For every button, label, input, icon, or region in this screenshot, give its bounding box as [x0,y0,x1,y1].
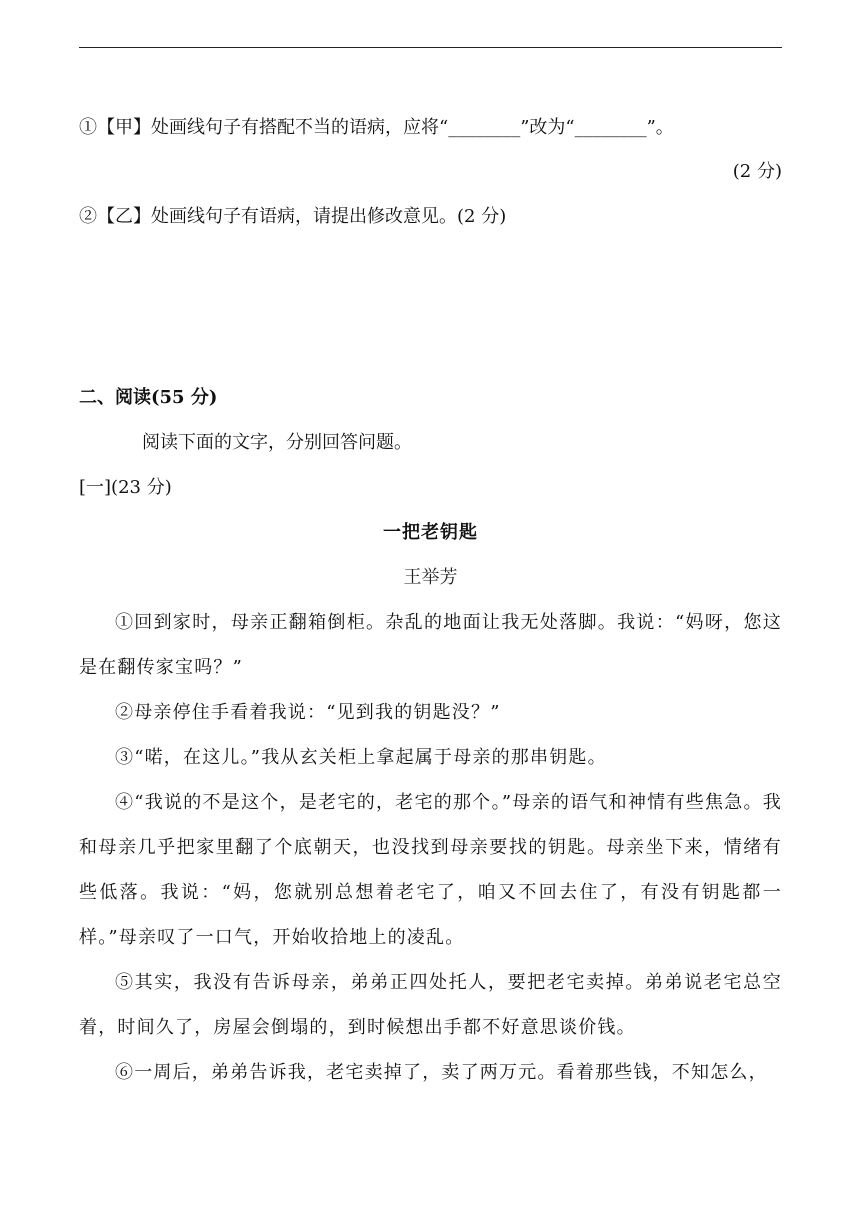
question-1: ①【甲】处画线句子有搭配不当的语病，应将“________”改为“________”。 [79,117,674,138]
question-2: ②【乙】处画线句子有语病，请提出修改意见。(2 分) [79,206,507,227]
article-paragraph-1: ①回到家时，母亲正翻箱倒柜。杂乱的地面让我无处落脚。我说：“妈呀，您这是在翻传家宝吗？” [79,612,782,678]
question-1-score: (2 分) [732,161,782,182]
article-paragraph-2: ②母亲停住手看着我说：“见到我的钥匙没？” [115,702,501,723]
article-title: 一把老钥匙 [383,522,478,543]
article-paragraph-6: ⑥一周后，弟弟告诉我，老宅卖掉了，卖了两万元。看着那些钱，不知怎么， [115,1062,768,1083]
article-paragraph-3: ③“喏，在这儿。”我从玄关柜上拿起属于母亲的那串钥匙。 [115,747,607,768]
section-heading: 二、阅读(55 分) [79,387,218,408]
article-paragraph-5: ⑤其实，我没有告诉母亲，弟弟正四处托人，要把老宅卖掉。弟弟说老宅总空着，时间久了，房屋会倒塌的，到时候想出手都不好意思谈价钱。 [79,972,782,1038]
article-author: 王举芳 [403,567,458,588]
header-rule [79,47,782,48]
part-label: [一](23 分) [79,477,172,498]
section-instruction: 阅读下面的文字，分别回答问题。 [142,432,412,453]
article-paragraph-4: ④“我说的不是这个，是老宅的，老宅的那个。”母亲的语气和神情有些焦急。我和母亲几乎把家里翻了个底朝天，也没找到母亲要找的钥匙。母亲坐下来，情绪有些低落。我说：“妈，您就别总想着老宅了，咱又不回去住了，有没有钥匙都一样。”母亲叹了一口气，开始收拾地上的凌乱。 [79,792,782,948]
